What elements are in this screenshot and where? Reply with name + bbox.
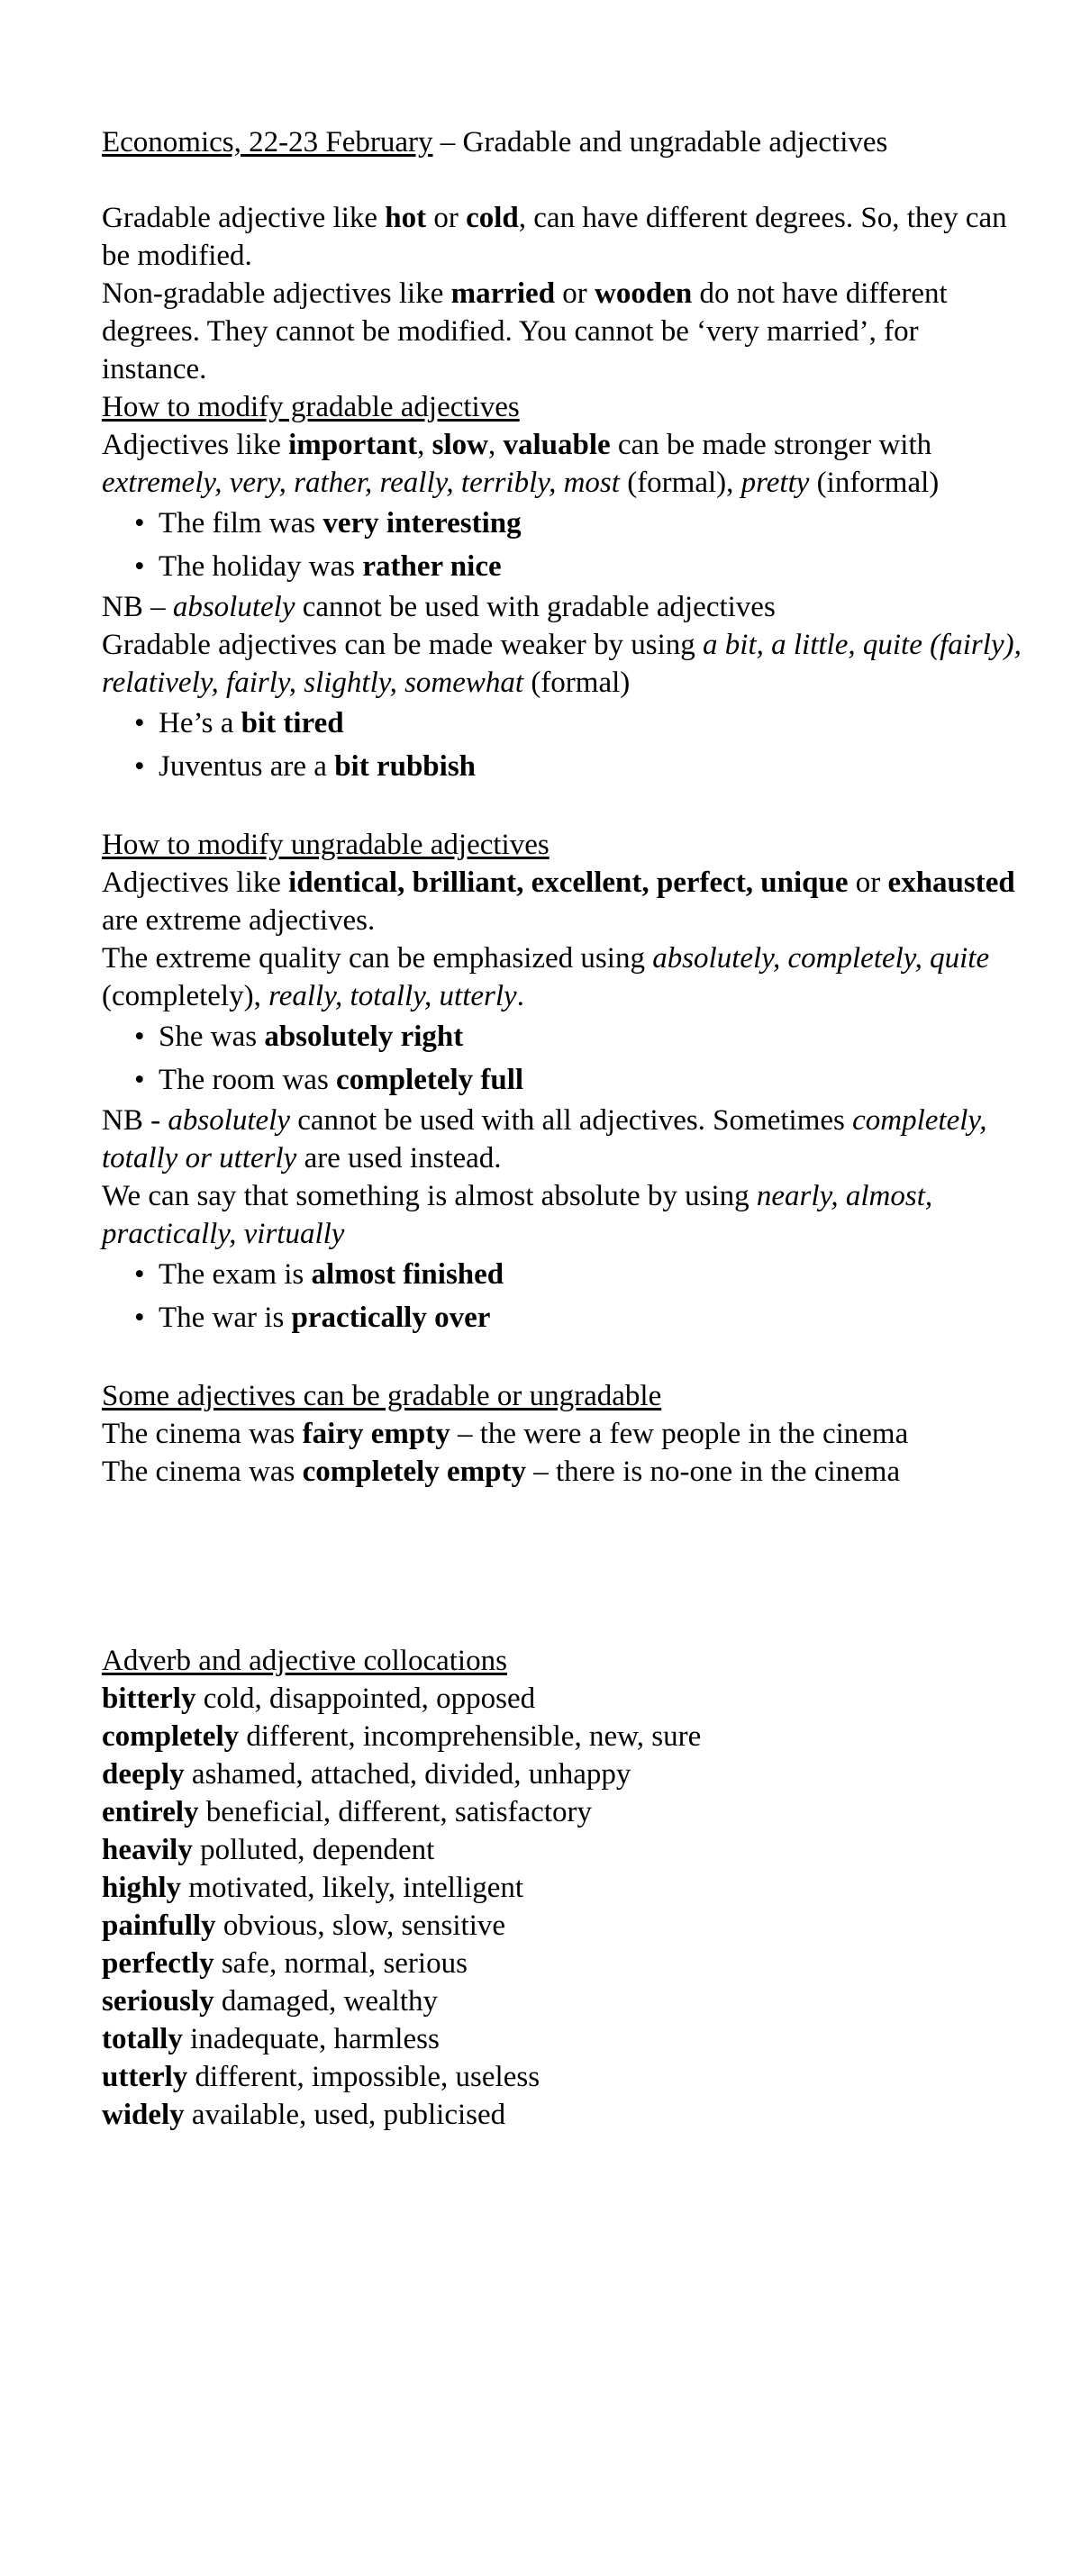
list-item: • She was absolutely right: [134, 1015, 1027, 1058]
both-example-1: The cinema was fairy empty – the were a few people in the cinema: [102, 1418, 909, 1450]
ungradable-paragraph-3: We can say that something is almost absolute by using nearly, almost, practically, virtually: [102, 1180, 933, 1250]
collocations-list: [102, 1680, 1027, 2134]
gradable-heading: How to modify gradable adjectives: [102, 391, 520, 423]
list-item: • The exam is almost finished: [134, 1253, 1027, 1296]
collocation-item: seriously damaged, wealthy: [102, 1985, 438, 2018]
gradable-paragraph-2: Gradable adjectives can be made weaker by using a bit, a little, quite (fairly), relatively, fairly, slightly, somewhat (formal): [102, 629, 1022, 699]
collocations-heading: Adverb and adjective collocations: [102, 1645, 507, 1677]
title-rest: – Gradable and ungradable adjectives: [432, 126, 888, 159]
both-example-2: The cinema was completely empty – there is no-one in the cinema: [102, 1456, 901, 1488]
bullet-icon: •: [134, 1302, 145, 1334]
list-item: • The war is practically over: [134, 1296, 1027, 1339]
title-underlined: Economics, 22-23 February: [102, 126, 433, 159]
list-item: • He’s a bit tired: [134, 702, 1027, 745]
bullet-icon: •: [134, 550, 145, 583]
both-heading: Some adjectives can be gradable or ungradable: [102, 1380, 662, 1412]
collocation-item: totally inadequate, harmless: [102, 2023, 440, 2055]
collocation-item: painfully obvious, slow, sensitive: [102, 1909, 506, 1942]
gradable-examples-stronger: [102, 502, 1027, 588]
bullet-icon: •: [134, 750, 145, 783]
collocation-item: highly motivated, likely, intelligent: [102, 1872, 524, 1904]
intro-paragraph-2: Non-gradable adjectives like married or wooden do not have different degrees. They cannot be modified. You cannot be ‘very married’, for instance.: [102, 277, 948, 385]
ungradable-paragraph-1: Adjectives like identical, brilliant, excellent, perfect, unique or exhausted are extreme adjectives.: [102, 866, 1015, 937]
collocation-item: entirely beneficial, different, satisfactory: [102, 1796, 592, 1828]
ungradable-examples-emphasis: [102, 1015, 1027, 1102]
gradable-nb: NB – absolutely cannot be used with gradable adjectives: [102, 591, 776, 623]
list-item: • The film was very interesting: [134, 502, 1027, 545]
ungradable-heading: How to modify ungradable adjectives: [102, 829, 550, 861]
gradable-paragraph-1: Adjectives like important, slow, valuable can be made stronger with extremely, very, rather, really, terribly, most (formal), pretty (informal): [102, 429, 940, 499]
bullet-icon: •: [134, 1064, 145, 1096]
list-item: • Juventus are a bit rubbish: [134, 745, 1027, 788]
gradable-examples-weaker: [102, 702, 1027, 788]
spacer: [102, 1339, 1027, 1377]
bullet-icon: •: [134, 1020, 145, 1053]
spacer: [102, 788, 1027, 826]
collocation-item: perfectly safe, normal, serious: [102, 1947, 468, 1980]
collocation-item: heavily polluted, dependent: [102, 1834, 435, 1866]
bullet-icon: •: [134, 1258, 145, 1291]
ungradable-paragraph-2: The extreme quality can be emphasized using absolutely, completely, quite (completely), really, totally, utterly.: [102, 942, 990, 1012]
collocation-item: completely different, incomprehensible, new, sure: [102, 1720, 702, 1753]
ungradable-nb: NB - absolutely cannot be used with all adjectives. Sometimes completely, totally or utterly are used instead.: [102, 1104, 987, 1175]
document-title: [102, 123, 1027, 161]
ungradable-examples-almost: [102, 1253, 1027, 1339]
collocation-item: widely available, used, publicised: [102, 2099, 506, 2131]
collocation-item: bitterly cold, disappointed, opposed: [102, 1683, 536, 1715]
list-item: • The room was completely full: [134, 1058, 1027, 1102]
list-item: • The holiday was rather nice: [134, 545, 1027, 588]
bullet-icon: •: [134, 707, 145, 739]
spacer: [102, 1491, 1027, 1642]
intro-paragraph-1: Gradable adjective like hot or cold, can have different degrees. So, they can be modified.: [102, 202, 1007, 272]
bullet-icon: •: [134, 507, 145, 540]
collocation-item: deeply ashamed, attached, divided, unhappy: [102, 1758, 631, 1791]
collocation-item: utterly different, impossible, useless: [102, 2061, 540, 2093]
